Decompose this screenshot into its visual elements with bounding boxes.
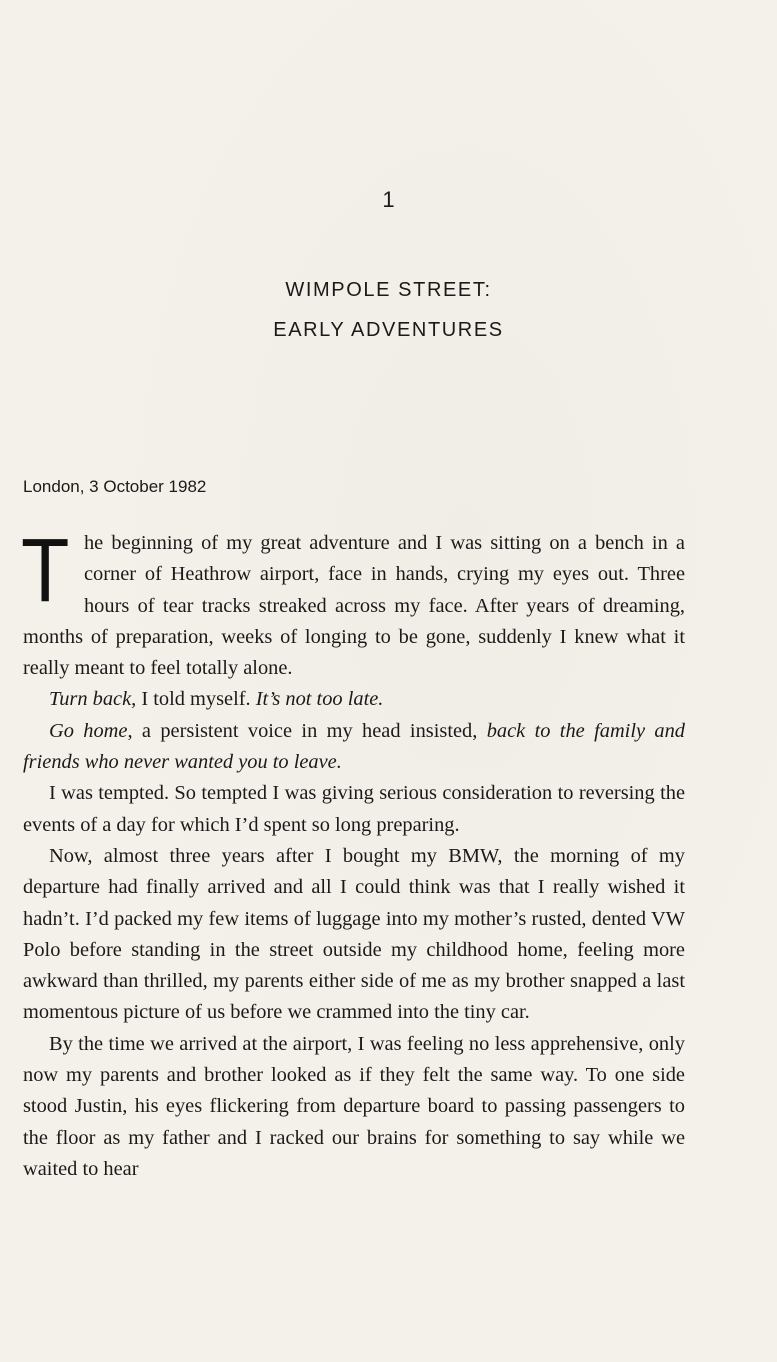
chapter-title-line-2: EARLY ADVENTURES — [273, 319, 504, 341]
paragraph-3 — [23, 716, 685, 779]
paragraph-3-italic-1: Go home — [49, 719, 128, 742]
paragraph-2-text: , I told myself. — [131, 688, 256, 711]
chapter-body — [21, 521, 686, 1185]
dateline: London, 3 October 1982 — [23, 477, 207, 496]
chapter-number: 1 — [382, 187, 395, 212]
paragraph-5: Now, almost three years after I bought my BMW, the morning of my departure had finally arrived and all I could think was that I really wished it hadn’t. I’d packed my few items of luggage into my mother’s rusted, dented VW Polo before standing in the street outside my childhood home, feeling more awkward than thrilled, my parents either side of me as my brother snapped a last momentous picture of us before we crammed into the tiny car. — [23, 844, 685, 1024]
paragraph-2-italic-1: Turn back — [49, 688, 132, 711]
paragraph-3-italic-2: back to the family and friends who never wanted you to leave. — [23, 719, 686, 774]
chapter-title — [0, 270, 777, 350]
paragraph-6: By the time we arrived at the airport, I was feeling no less apprehensive, only now my parents and brother looked as if they felt the same way. To one side stood Justin, his eyes flickering from departure board to passing passengers to the floor as my father and I racked our brains for something to say while we waited to hear — [23, 1032, 685, 1180]
paragraph-1 — [21, 521, 685, 684]
chapter-title-line-1: WIMPOLE STREET: — [285, 279, 492, 301]
paragraph-4: I was tempted. So tempted I was giving serious consideration to reversing the events of a day for which I’d spent so long preparing. — [23, 782, 685, 836]
paragraph-3-text: , a persistent voice in my head insisted, — [127, 719, 487, 742]
paragraph-2-italic-2: It’s not too late. — [255, 688, 384, 711]
paragraph-2 — [23, 684, 685, 715]
drop-cap: T — [21, 521, 70, 621]
paragraph-1-text: he beginning of my great adventure and I was sitting on a bench in a corner of Heathrow airport, face in hands, crying my eyes out. Three hours of tear tracks streaked across my face. After years of dreaming, months of preparation, weeks of longing to be gone, suddenly I knew what it really meant to feel totally alone. — [23, 532, 685, 680]
